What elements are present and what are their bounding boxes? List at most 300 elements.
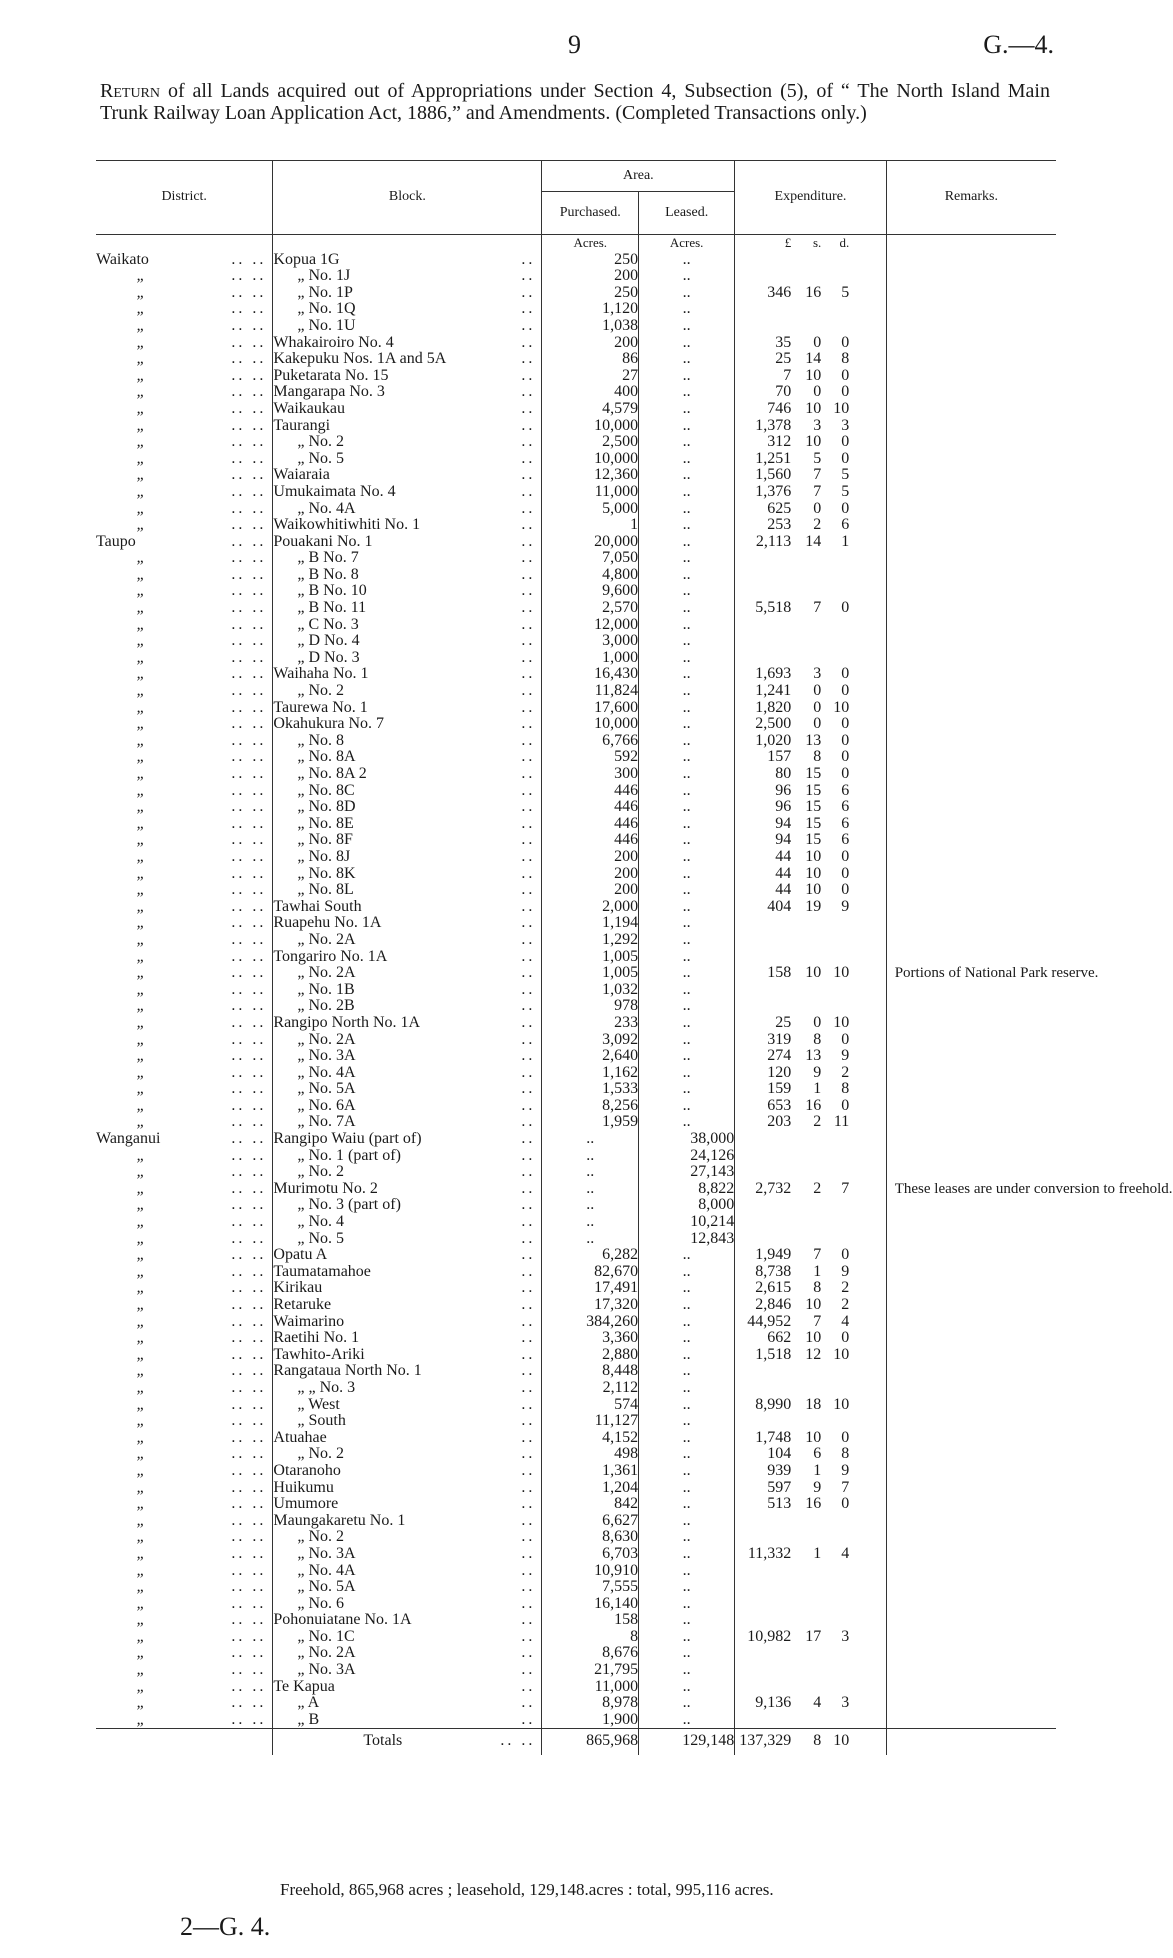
- district-cell: „ .. ..: [96, 1098, 273, 1115]
- district-name: „: [136, 1163, 146, 1181]
- block-cell: Rangataua North No. 1 ..: [273, 1363, 542, 1380]
- block-name: Kakepuku Nos. 1A and 5A: [273, 350, 447, 368]
- block-cell: Huikumu ..: [273, 1480, 542, 1497]
- table-row: [96, 368, 1056, 385]
- expenditure-cell: [735, 1247, 886, 1264]
- block-cell: „ No. 8D ..: [273, 799, 542, 816]
- purchased-cell: 21,795: [542, 1662, 639, 1679]
- expenditure-pence: 0: [841, 864, 850, 882]
- table-row: [96, 1612, 1056, 1629]
- expenditure-cell: [735, 351, 886, 368]
- purchased-cell: 1,038: [542, 318, 639, 335]
- expenditure-cell: [735, 1645, 886, 1662]
- expenditure-pence: 5: [841, 466, 850, 484]
- remarks-cell: [886, 1148, 1056, 1165]
- block-name: „ No. 8C: [297, 781, 355, 799]
- expenditure-cell: [735, 301, 886, 318]
- block-name: Atuahae: [273, 1428, 327, 1446]
- expenditure-pounds: 25: [775, 1013, 792, 1031]
- remarks-cell: [886, 716, 1056, 733]
- district-cell: Waikato .. ..: [96, 250, 267, 268]
- table-row: [96, 1662, 1056, 1679]
- block-cell: Taurewa No. 1 ..: [273, 700, 542, 717]
- leased-cell: ..: [639, 1048, 735, 1065]
- leased-cell: ..: [639, 1463, 735, 1480]
- column-leased: Leased.: [639, 192, 735, 235]
- block-cell: Rangipo Waiu (part of) ..: [273, 1131, 542, 1148]
- purchased-cell: 17,320: [542, 1297, 639, 1314]
- expenditure-cell: [735, 1513, 886, 1530]
- expenditure-pounds: 2,500: [755, 715, 792, 733]
- district-cell: „ .. ..: [96, 467, 273, 484]
- district-name: „: [136, 1179, 146, 1197]
- district-name: „: [136, 1279, 146, 1297]
- block-name: Pohonuiatane No. 1A: [273, 1611, 412, 1629]
- district-name: „: [136, 914, 146, 932]
- district-name: „: [136, 1461, 146, 1479]
- remarks-cell: [886, 1645, 1056, 1662]
- expenditure-cell: [735, 1330, 886, 1347]
- table-row: [96, 1164, 1056, 1181]
- district-cell: „ .. ..: [96, 1181, 273, 1198]
- district-name: „: [136, 399, 146, 417]
- expenditure-pence: 0: [841, 599, 850, 617]
- expenditure-cell: [735, 467, 886, 484]
- district-cell: „ .. ..: [96, 1065, 273, 1082]
- table-row: [96, 285, 1056, 302]
- purchased-cell: 2,880: [542, 1347, 639, 1364]
- table-row: [96, 501, 1056, 518]
- table-row: [96, 783, 1056, 800]
- block-cell: Waihaha No. 1 ..: [273, 666, 542, 683]
- expenditure-pounds: 1,949: [755, 1246, 792, 1264]
- district-name: „: [136, 499, 146, 517]
- expenditure-cell: [735, 998, 886, 1015]
- remarks-cell: [886, 932, 1056, 949]
- purchased-cell: 17,600: [542, 700, 639, 717]
- purchased-cell: 2,112: [542, 1380, 639, 1397]
- expenditure-shillings: 7: [813, 1312, 822, 1330]
- district-cell: „ .. ..: [96, 583, 273, 600]
- table-row: [96, 733, 1056, 750]
- remarks-cell: [886, 1546, 1056, 1563]
- leased-cell: ..: [639, 1330, 735, 1347]
- table-row: [96, 384, 1056, 401]
- expenditure-cell: [735, 1065, 886, 1082]
- remarks-cell: [886, 268, 1056, 285]
- district-cell: „ .. ..: [96, 1563, 273, 1580]
- block-cell: „ C No. 3 ..: [273, 617, 542, 634]
- expenditure-shillings: 2: [813, 516, 822, 534]
- leased-cell: 8,822: [639, 1181, 735, 1198]
- purchased-cell: 446: [542, 799, 639, 816]
- purchased-cell: 1,000: [542, 650, 639, 667]
- expenditure-pounds: 2,732: [755, 1179, 792, 1197]
- district-name: „: [136, 449, 146, 467]
- remarks-cell: [886, 1032, 1056, 1049]
- leased-cell: ..: [639, 1612, 735, 1629]
- district-cell: Wanganui .. ..: [96, 1130, 267, 1148]
- leased-cell: 12,843: [639, 1231, 735, 1248]
- expenditure-pence: 4: [841, 1312, 850, 1330]
- remarks-cell: [886, 1430, 1056, 1447]
- block-name: „ No. 8K: [297, 864, 356, 882]
- expenditure-pence: 0: [841, 765, 850, 782]
- district-name: Waikato: [96, 250, 149, 268]
- remarks-cell: [886, 418, 1056, 435]
- leased-cell: ..: [639, 915, 735, 932]
- district-name: „: [136, 1611, 146, 1629]
- leased-cell: ..: [639, 783, 735, 800]
- title-lead: Return: [100, 80, 161, 102]
- table-row: [96, 832, 1056, 849]
- table-row: [96, 1081, 1056, 1098]
- remarks-cell: [886, 1247, 1056, 1264]
- leased-cell: ..: [639, 1098, 735, 1115]
- district-name: „: [136, 781, 146, 799]
- totals-pence: 10: [833, 1732, 850, 1750]
- expenditure-pounds: 625: [767, 499, 792, 517]
- block-cell: „ B ..: [273, 1712, 542, 1729]
- remarks-cell: [886, 252, 1056, 269]
- block-name: „ No. 8: [297, 731, 345, 749]
- district-name: „: [136, 1362, 146, 1380]
- leased-cell: ..: [639, 600, 735, 617]
- expenditure-cell: [735, 816, 886, 833]
- leased-cell: ..: [639, 932, 735, 949]
- table-row: [96, 1297, 1056, 1314]
- expenditure-cell: [735, 1380, 886, 1397]
- expenditure-cell: [735, 368, 886, 385]
- purchased-cell: 1,900: [542, 1712, 639, 1729]
- block-name: „ No. 4A: [297, 1063, 356, 1081]
- purchased-cell: 10,000: [542, 418, 639, 435]
- expenditure-cell: [735, 617, 886, 634]
- purchased-cell: 200: [542, 882, 639, 899]
- expenditure-pounds: 1,020: [755, 731, 792, 749]
- expenditure-pence: 0: [841, 499, 850, 517]
- leased-cell: ..: [639, 1546, 735, 1563]
- district-cell: „ .. ..: [96, 783, 273, 800]
- leased-cell: ..: [639, 617, 735, 634]
- block-name: Kopua 1G: [273, 250, 340, 268]
- expenditure-cell: [735, 335, 886, 352]
- expenditure-shillings: 12: [805, 1345, 822, 1363]
- expenditure-shillings: 3: [813, 416, 822, 434]
- expenditure-cell: [735, 1496, 886, 1513]
- expenditure-cell: [735, 418, 886, 435]
- table-row: [96, 1314, 1056, 1331]
- purchased-cell: 8: [542, 1629, 639, 1646]
- expenditure-cell: [735, 749, 886, 766]
- expenditure-pounds: 157: [767, 748, 792, 766]
- remarks-cell: [886, 1446, 1056, 1463]
- district-name: Taupo: [96, 532, 136, 550]
- district-cell: „ .. ..: [96, 766, 273, 783]
- expenditure-pounds: 2,615: [755, 1279, 792, 1297]
- remarks-cell: [886, 1197, 1056, 1214]
- table-row: [96, 1446, 1056, 1463]
- district-cell: „ .. ..: [96, 268, 273, 285]
- district-name: „: [136, 997, 146, 1015]
- remarks-cell: [886, 816, 1056, 833]
- document-signature: 2—G. 4.: [180, 1912, 271, 1941]
- totals-expenditure: [735, 1729, 886, 1756]
- totals-leased: 129,148: [639, 1729, 735, 1756]
- expenditure-pounds: 25: [775, 350, 792, 368]
- remarks-cell: [886, 1480, 1056, 1497]
- district-name: „: [136, 731, 146, 749]
- remarks-cell: [886, 1114, 1056, 1131]
- expenditure-cell: [735, 1363, 886, 1380]
- expenditure-pence: 0: [841, 881, 850, 899]
- unit-leased: Acres.: [639, 235, 735, 252]
- district-cell: „ .. ..: [96, 1247, 273, 1264]
- district-cell: „ .. ..: [96, 1231, 273, 1248]
- purchased-cell: 6,282: [542, 1247, 639, 1264]
- remarks-cell: [886, 301, 1056, 318]
- purchased-cell: 1,361: [542, 1463, 639, 1480]
- table-row: [96, 1264, 1056, 1281]
- leased-cell: ..: [639, 401, 735, 418]
- remarks-cell: [886, 1413, 1056, 1430]
- leased-cell: ..: [639, 1563, 735, 1580]
- table-row: [96, 550, 1056, 567]
- district-cell: „ .. ..: [96, 1679, 273, 1696]
- expenditure-cell: [735, 1231, 886, 1248]
- purchased-cell: 8,630: [542, 1529, 639, 1546]
- expenditure-cell: [735, 1032, 886, 1049]
- district-name: „: [136, 947, 146, 965]
- purchased-cell: 11,824: [542, 683, 639, 700]
- expenditure-pence: 10: [833, 399, 850, 417]
- leased-cell: ..: [639, 1446, 735, 1463]
- expenditure-pounds: 44: [775, 881, 792, 899]
- purchased-cell: 11,000: [542, 484, 639, 501]
- purchased-cell: 446: [542, 816, 639, 833]
- block-cell: Umukaimata No. 4 ..: [273, 484, 542, 501]
- district-name: „: [136, 1594, 146, 1612]
- expenditure-cell: [735, 1480, 886, 1497]
- unit-purchased: Acres.: [542, 235, 639, 252]
- expenditure-pence: 10: [833, 1345, 850, 1363]
- purchased-cell: 6,703: [542, 1546, 639, 1563]
- remarks-cell: [886, 1529, 1056, 1546]
- block-name: „ No. 1 (part of): [297, 1146, 401, 1164]
- remarks-cell: [886, 1397, 1056, 1414]
- expenditure-shillings: 8: [813, 1030, 822, 1048]
- expenditure-shillings: 8: [813, 1279, 822, 1297]
- district-name: „: [136, 1296, 146, 1313]
- district-name: „: [136, 350, 146, 368]
- district-name: „: [136, 831, 146, 849]
- purchased-cell: 3,000: [542, 633, 639, 650]
- purchased-cell: 498: [542, 1446, 639, 1463]
- remarks-cell: [886, 1231, 1056, 1248]
- district-cell: „ .. ..: [96, 1347, 273, 1364]
- district-name: „: [136, 565, 146, 583]
- expenditure-pounds: 44,952: [747, 1312, 792, 1330]
- district-cell: „ .. ..: [96, 816, 273, 833]
- block-cell: „ B No. 8 ..: [273, 567, 542, 584]
- remarks-cell: [886, 617, 1056, 634]
- table-row: [96, 766, 1056, 783]
- block-cell: Waiaraia ..: [273, 467, 542, 484]
- block-cell: Waimarino ..: [273, 1314, 542, 1331]
- leased-cell: ..: [639, 899, 735, 916]
- expenditure-cell: [735, 733, 886, 750]
- expenditure-pounds: 1,241: [755, 682, 792, 700]
- expenditure-pounds: 513: [767, 1495, 792, 1513]
- block-cell: „ No. 3A ..: [273, 1662, 542, 1679]
- district-cell: „ .. ..: [96, 1446, 273, 1463]
- block-name: „ No. 2A: [297, 964, 356, 982]
- district-cell: „ .. ..: [96, 1612, 273, 1629]
- expenditure-cell: [735, 1015, 886, 1032]
- expenditure-pence: 10: [833, 964, 850, 982]
- block-name: Opatu A: [273, 1246, 328, 1264]
- purchased-cell: ..: [542, 1131, 639, 1148]
- expenditure-cell: [735, 1596, 886, 1613]
- block-name: „ No. 1B: [297, 980, 355, 998]
- table-row: [96, 915, 1056, 932]
- block-cell: „ No. 2A ..: [273, 965, 542, 982]
- block-cell: „ No. 2 ..: [273, 683, 542, 700]
- table-row: [96, 1529, 1056, 1546]
- leased-cell: ..: [639, 716, 735, 733]
- block-cell: „ No. 8J ..: [273, 849, 542, 866]
- table-row: [96, 617, 1056, 634]
- table-row: [96, 1048, 1056, 1065]
- purchased-cell: 16,140: [542, 1596, 639, 1613]
- remarks-cell: [886, 484, 1056, 501]
- expenditure-shillings: 10: [805, 847, 822, 865]
- remarks-cell: [886, 534, 1056, 551]
- district-name: „: [136, 1428, 146, 1446]
- purchased-cell: 1,162: [542, 1065, 639, 1082]
- expenditure-cell: [735, 1579, 886, 1596]
- leased-cell: ..: [639, 1480, 735, 1497]
- block-cell: Retaruke ..: [273, 1297, 542, 1314]
- table-row: [96, 1181, 1056, 1198]
- district-cell: „ .. ..: [96, 451, 273, 468]
- purchased-cell: 6,766: [542, 733, 639, 750]
- district-cell: „ .. ..: [96, 1529, 273, 1546]
- block-name: „ A: [297, 1694, 320, 1712]
- leased-cell: ..: [639, 832, 735, 849]
- block-name: „ No. 1U: [297, 316, 356, 334]
- district-name: „: [136, 698, 146, 716]
- block-cell: „ No. 3 (part of) ..: [273, 1197, 542, 1214]
- district-name: „: [136, 267, 146, 285]
- purchased-cell: 233: [542, 1015, 639, 1032]
- district-name: „: [136, 466, 146, 484]
- remarks-cell: [886, 998, 1056, 1015]
- district-name: „: [136, 1080, 146, 1098]
- district-name: „: [136, 1544, 146, 1562]
- expenditure-pounds: 96: [775, 798, 792, 816]
- block-cell: „ West ..: [273, 1397, 542, 1414]
- block-name: „ No. 8L: [297, 881, 354, 899]
- expenditure-pence: 0: [841, 433, 850, 451]
- district-name: „: [136, 1196, 146, 1214]
- district-cell: „ .. ..: [96, 285, 273, 302]
- table-row: [96, 301, 1056, 318]
- purchased-cell: 4,579: [542, 401, 639, 418]
- block-name: Rangipo North No. 1A: [273, 1013, 421, 1031]
- remarks-cell: [886, 1098, 1056, 1115]
- purchased-cell: 842: [542, 1496, 639, 1513]
- leased-cell: ..: [639, 1081, 735, 1098]
- expenditure-pence: 10: [833, 1395, 850, 1413]
- block-cell: „ No. 6A ..: [273, 1098, 542, 1115]
- block-name: Retaruke: [273, 1296, 332, 1313]
- district-cell: „ .. ..: [96, 1712, 273, 1729]
- remarks-cell: [886, 1280, 1056, 1297]
- expenditure-cell: [735, 583, 886, 600]
- district-cell: „ .. ..: [96, 384, 273, 401]
- district-name: „: [136, 300, 146, 318]
- district-cell: „ .. ..: [96, 1463, 273, 1480]
- expenditure-shillings: 1: [813, 1262, 822, 1280]
- expenditure-cell: [735, 1529, 886, 1546]
- block-cell: Umumore ..: [273, 1496, 542, 1513]
- expenditure-pounds: 1,376: [755, 482, 792, 500]
- table-row: [96, 583, 1056, 600]
- district-cell: „ .. ..: [96, 567, 273, 584]
- expenditure-shillings: 16: [805, 283, 822, 301]
- expenditure-shillings: 14: [805, 532, 822, 550]
- block-cell: „ No. 1 (part of) ..: [273, 1148, 542, 1165]
- remarks-cell: [886, 866, 1056, 883]
- column-area: Area.: [542, 161, 735, 192]
- district-name: „: [136, 1246, 146, 1264]
- block-cell: Pohonuiatane No. 1A ..: [273, 1612, 542, 1629]
- table-row: [96, 1563, 1056, 1580]
- district-name: „: [136, 632, 146, 650]
- leased-cell: ..: [639, 1015, 735, 1032]
- district-name: „: [136, 1661, 146, 1679]
- district-name: „: [136, 980, 146, 998]
- leased-cell: 27,143: [639, 1164, 735, 1181]
- district-cell: „ .. ..: [96, 617, 273, 634]
- remarks-cell: [886, 965, 1099, 982]
- expenditure-cell: [735, 849, 886, 866]
- block-name: „ No. 8E: [297, 814, 354, 832]
- expenditure-cell: [735, 949, 886, 966]
- remarks-cell: [886, 1463, 1056, 1480]
- purchased-cell: 1,005: [542, 965, 639, 982]
- table-row: [96, 1480, 1056, 1497]
- block-name: „ South: [297, 1412, 346, 1430]
- purchased-cell: 3,092: [542, 1032, 639, 1049]
- district-name: „: [136, 1229, 146, 1247]
- expenditure-pence: 0: [841, 366, 850, 384]
- table-row: [96, 799, 1056, 816]
- leased-cell: ..: [639, 733, 735, 750]
- remarks-cell: [886, 1695, 1056, 1712]
- purchased-cell: 446: [542, 832, 639, 849]
- purchased-cell: 7,555: [542, 1579, 639, 1596]
- leased-cell: ..: [639, 1579, 735, 1596]
- district-cell: „ .. ..: [96, 434, 273, 451]
- table-row: [96, 451, 1056, 468]
- lands-return-table: [96, 160, 1173, 1755]
- column-expenditure: Expenditure.: [735, 161, 886, 235]
- leased-cell: ..: [639, 1397, 735, 1414]
- district-name: „: [136, 1312, 146, 1330]
- district-cell: „ .. ..: [96, 1314, 273, 1331]
